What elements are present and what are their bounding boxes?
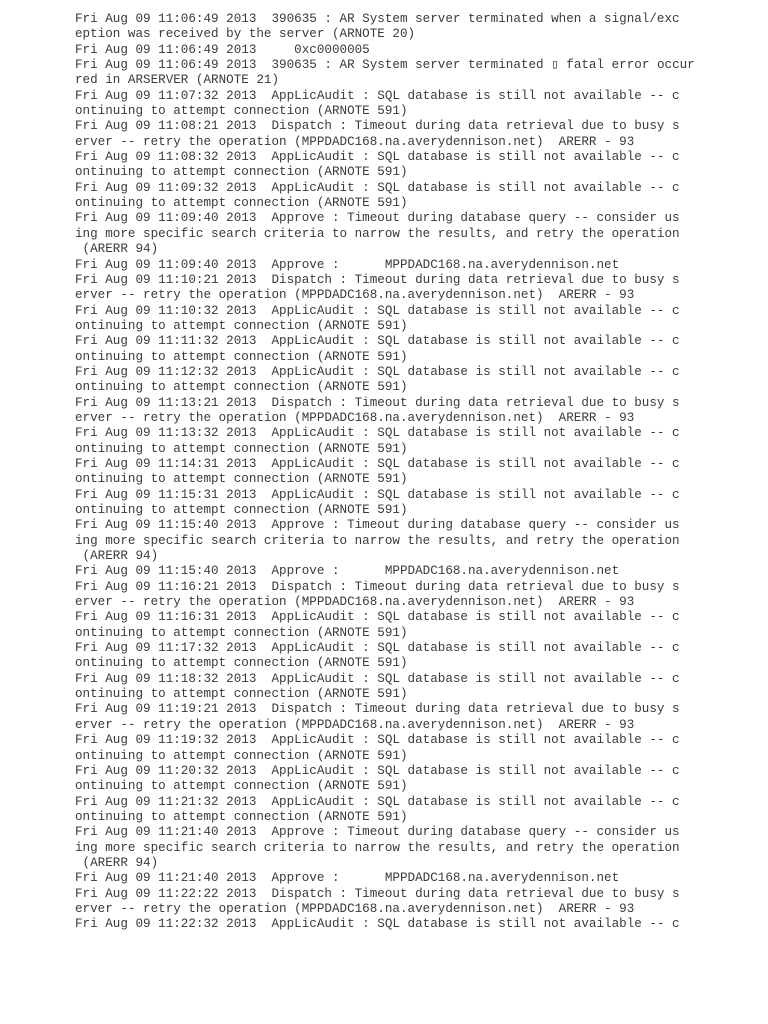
log-line: erver -- retry the operation (MPPDADC168.na.averydennison.net) ARERR - 93 [75, 134, 635, 149]
log-line: Fri Aug 09 11:18:32 2013 AppLicAudit : SQL database is still not available -- c [75, 671, 680, 686]
log-line: Fri Aug 09 11:13:21 2013 Dispatch : Timeout during data retrieval due to busy s [75, 395, 680, 410]
log-line: Fri Aug 09 11:12:32 2013 AppLicAudit : SQL database is still not available -- c [75, 364, 680, 379]
log-line: Fri Aug 09 11:21:40 2013 Approve : Timeout during database query -- consider us [75, 825, 680, 840]
log-line: Fri Aug 09 11:06:49 2013 390635 : AR System server terminated ▯ fatal error occur [75, 58, 695, 73]
log-line: Fri Aug 09 11:06:49 2013 390635 : AR System server terminated when a signal/exc [75, 12, 680, 26]
log-line: Fri Aug 09 11:17:32 2013 AppLicAudit : SQL database is still not available -- c [75, 641, 680, 656]
log-line: ing more specific search criteria to narrow the results, and retry the operation [75, 533, 680, 548]
log-line: ontinuing to attempt connection (ARNOTE 591) [75, 472, 408, 487]
log-line: eption was received by the server (ARNOTE 20) [75, 27, 416, 42]
log-line: ontinuing to attempt connection (ARNOTE 591) [75, 380, 408, 395]
log-line: ontinuing to attempt connection (ARNOTE 591) [75, 687, 408, 702]
log-line: ontinuing to attempt connection (ARNOTE 591) [75, 779, 408, 794]
log-line: Fri Aug 09 11:08:21 2013 Dispatch : Timeout during data retrieval due to busy s [75, 119, 680, 134]
log-line: ontinuing to attempt connection (ARNOTE 591) [75, 349, 408, 364]
log-line: ontinuing to attempt connection (ARNOTE 591) [75, 104, 408, 119]
log-line: Fri Aug 09 11:10:21 2013 Dispatch : Timeout during data retrieval due to busy s [75, 272, 680, 287]
log-line: ontinuing to attempt connection (ARNOTE 591) [75, 656, 408, 671]
log-line: ontinuing to attempt connection (ARNOTE 591) [75, 748, 408, 763]
log-line: Fri Aug 09 11:16:31 2013 AppLicAudit : SQL database is still not available -- c [75, 610, 680, 625]
log-line: Fri Aug 09 11:22:22 2013 Dispatch : Timeout during data retrieval due to busy s [75, 886, 680, 901]
log-line: ing more specific search criteria to narrow the results, and retry the operation [75, 226, 680, 241]
log-line: Fri Aug 09 11:15:40 2013 Approve : MPPDADC168.na.averydennison.net [75, 564, 620, 579]
log-line: Fri Aug 09 11:10:32 2013 AppLicAudit : SQL database is still not available -- c [75, 303, 680, 318]
log-line: Fri Aug 09 11:08:32 2013 AppLicAudit : SQL database is still not available -- c [75, 150, 680, 165]
log-line: erver -- retry the operation (MPPDADC168.na.averydennison.net) ARERR - 93 [75, 410, 635, 425]
log-line: Fri Aug 09 11:06:49 2013 0xc0000005 [75, 42, 370, 57]
log-line: Fri Aug 09 11:20:32 2013 AppLicAudit : SQL database is still not available -- c [75, 763, 680, 778]
log-line: ontinuing to attempt connection (ARNOTE 591) [75, 441, 408, 456]
log-line: ontinuing to attempt connection (ARNOTE 591) [75, 165, 408, 180]
log-line: Fri Aug 09 11:19:21 2013 Dispatch : Timeout during data retrieval due to busy s [75, 702, 680, 717]
log-text-block [75, 12, 755, 933]
log-line: erver -- retry the operation (MPPDADC168.na.averydennison.net) ARERR - 93 [75, 901, 635, 916]
log-line: Fri Aug 09 11:16:21 2013 Dispatch : Timeout during data retrieval due to busy s [75, 579, 680, 594]
log-line: Fri Aug 09 11:09:32 2013 AppLicAudit : SQL database is still not available -- c [75, 180, 680, 195]
log-line: Fri Aug 09 11:11:32 2013 AppLicAudit : SQL database is still not available -- c [75, 334, 680, 349]
log-line: (ARERR 94) [75, 549, 159, 564]
log-line: ontinuing to attempt connection (ARNOTE 591) [75, 503, 408, 517]
log-line: Fri Aug 09 11:21:32 2013 AppLicAudit : SQL database is still not available -- c [75, 794, 680, 809]
log-line: Fri Aug 09 11:09:40 2013 Approve : Timeout during database query -- consider us [75, 211, 680, 226]
log-line: ontinuing to attempt connection (ARNOTE 591) [75, 625, 408, 640]
log-line: red in ARSERVER (ARNOTE 21) [75, 73, 280, 88]
log-line: (ARERR 94) [75, 242, 159, 257]
log-line: ing more specific search criteria to narrow the results, and retry the operation [75, 840, 680, 855]
log-line: erver -- retry the operation (MPPDADC168.na.averydennison.net) ARERR - 93 [75, 595, 635, 610]
log-line: Fri Aug 09 11:19:32 2013 AppLicAudit : SQL database is still not available -- c [75, 733, 680, 748]
log-line: (ARERR 94) [75, 855, 159, 870]
log-line: ontinuing to attempt connection (ARNOTE 591) [75, 809, 408, 824]
log-line: ontinuing to attempt connection (ARNOTE 591) [75, 318, 408, 333]
log-line: erver -- retry the operation (MPPDADC168.na.averydennison.net) ARERR - 93 [75, 717, 635, 732]
log-line: ontinuing to attempt connection (ARNOTE 591) [75, 196, 408, 211]
log-line: Fri Aug 09 11:13:32 2013 AppLicAudit : SQL database is still not available -- c [75, 426, 680, 441]
log-line: Fri Aug 09 11:22:32 2013 AppLicAudit : SQL database is still not available -- c [75, 917, 680, 932]
log-line: Fri Aug 09 11:09:40 2013 Approve : MPPDADC168.na.averydennison.net [75, 257, 620, 272]
log-line: Fri Aug 09 11:15:40 2013 Approve : Timeout during database query -- consider us [75, 518, 680, 533]
log-line: Fri Aug 09 11:21:40 2013 Approve : MPPDADC168.na.averydennison.net [75, 871, 620, 886]
log-line: Fri Aug 09 11:07:32 2013 AppLicAudit : SQL database is still not available -- c [75, 88, 680, 103]
log-line: erver -- retry the operation (MPPDADC168.na.averydennison.net) ARERR - 93 [75, 288, 635, 303]
log-line: Fri Aug 09 11:15:31 2013 AppLicAudit : SQL database is still not available -- c [75, 487, 680, 502]
log-line: Fri Aug 09 11:14:31 2013 AppLicAudit : SQL database is still not available -- c [75, 456, 680, 471]
